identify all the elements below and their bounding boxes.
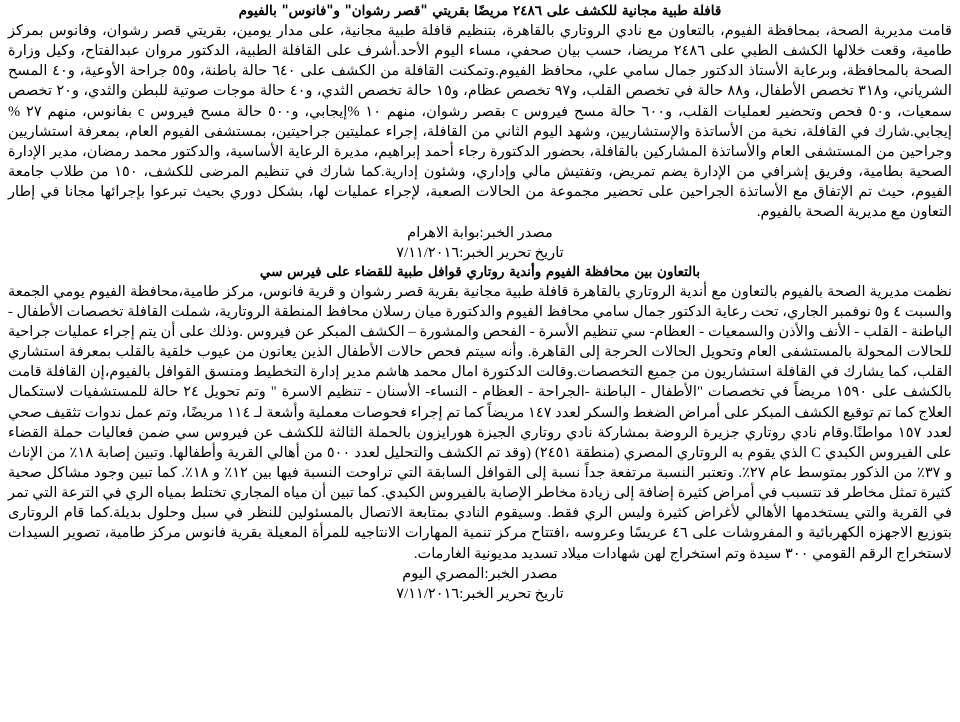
article-title: قافلة طبية مجانية للكشف على ٢٤٨٦ مريضًا بقريتي "قصر رشوان" و"فانوس" بالفيوم <box>238 3 722 19</box>
article-date: تاريخ تحرير الخبر:٧/١١/٢٠١٦ <box>396 585 564 602</box>
article-body: قامت مديرية الصحة، بمحافظة الفيوم، بالتعاون مع نادي الروتاري بالقاهرة، بتنظيم قافلة طبية مجانية، على مدار يومين، بقريتي قصر رشوان، وفانوس بمركز طامية، وقعت خلالها الكشف الطبي على ٢٤٨٦ مريضا، حسب بيان صحفي، مساء اليوم الأحد.أشرف على القافلة الطبية، الدكتور مروان عبدالفتاح، وكيل وزارة الصحة بالمحافظة، وبرعاية الأستاذ الدكتور جمال سامي علي، محافظ الفيوم.وتمكنت القافلة من الكشف على ٦٤٠ حالة باطنة، و٥٥ جراحة الأوعية، و٤٠ المسح الشرياني، و٣١٨ تخصص الأطفال، و٨٨ حالة في تخصص القلب، و٩٧ تخصص عظام، و١٥ حالة تخصص الثدي، و٤٠ حالة موجات صوتية للبطن والثدي، و٢٠ تخصص سمعيات، و٥٠ فحص وتحضير لعمليات القلب، و٦٠٠ حالة مسح فيروس c بقصر رشوان، منهم ١٠ %إيجابي، و٥٠٠ حالة مسح فيروس c بفانوس، منهم ٢٧ % إيجابي.شارك في القافلة، نخبة من الأساتذة والإستشاريين، وشهد اليوم الثاني من القافلة، إجراء عمليتين جراحيتين، بمستشفى الفيوم العام، بمعرفة استشاريين وجراحين من المستشفى العام والأساتذة المشاركين بالقافلة، بحضور الدكتورة رجاء أحمد إبراهيم، مديرة الرعاية الأساسية، والدكتور محمد رمضان، مدير الإدارة الصحية بطامية، وفريق إشرافي من الإدارة يضم تمريض، وتفتيش مالي وإداري، وشئون إدارية.كما شارك في تنظيم المرضى للكشف، ١٥٠ من طلاب جامعة الفيوم، حيث تم الإتفاق مع الأساتذة الجراحين على تحضير مجموعة من الحالات الصعبة، لإجراء عمليات لها، بشكل دوري بحيث تبرعوا بإجرائها مجانا في إطار التعاون مع مديرية الصحة بالفيوم. <box>8 23 953 221</box>
document-page <box>8 2 952 718</box>
article-2 <box>8 263 952 604</box>
article-title: بالتعاون بين محافظة الفيوم وأندية روتاري قوافل طبية للقضاء على فيرس سي <box>259 263 701 280</box>
article-1 <box>8 2 952 263</box>
article-date: تاريخ تحرير الخبر:٧/١١/٢٠١٦ <box>396 244 564 261</box>
article-source: مصدر الخبر:المصري اليوم <box>402 565 558 582</box>
article-source: مصدر الخبر:بوابة الاهرام <box>407 224 553 241</box>
article-body: نظمت مديرية الصحة بالفيوم بالتعاون مع أندية الروتاري بالقاهرة قافلة طبية مجانية بقرية قصر رشوان و قرية فانوس، مركز طامية،محافظة الفيوم يومي الجمعة والسبت ٤ و٥ نوفمبر الجاري، تحت رعاية الدكتور جمال سامي محافظ الفيوم والدكتورة ميان رسلان محافظ المنطقة الروتارية، شملت القافلة تخصصات الأطفال - الباطنة - القلب - الأنف والأذن والسمعيات - العظام- سي تنظيم الأسرة - الفحص والمشورة – الكشف المبكر عن فيروس .وذلك على أن يتم إجراء عمليات جراحية للحالات المحولة بالمستشفى العام وتحويل الحالات الحرجة إلى القاهرة. وأنه سيتم فحص حالات الأطفال الذين يعانون من عيوب خلقية بالقلب بمعرفة استشاري القلب، كما يشارك في القافلة استشاريون من جميع التخصصات.وقالت الدكتورة امال محمد هاشم مدير إدارة التخطيط ومنسق القوافل بالفيوم،إن القافلة قامت بالكشف على ١٥٩٠ مريضاً في تخصصات "الأطفال - الباطنة -الجراحة - العظام - النساء- الأسنان - تنظيم الاسرة " وتم تحويل ٢٤ حالة للمستشفيات لاستكمال العلاج كما تم توقيع الكشف المبكر على أمراض الضغط والسكر لعدد ١٤٧ مريضاً كما تم إجراء فحوصات معملية وأشعة لـ ١١٤ مريضًا، وتم عمل ندوات تثقيف صحي لعدد ١٥٧ مواطنًا.وقام نادي روتاري جزيرة الروضة بمشاركة نادي روتاري الجيزة هورايزون بالحملة الثالثة للكشف عن فيروس سي ضمن فعاليات حملة القضاء على الفيروس الكبدي C الذي يقوم به الروتاري المصري (منطقة ٢٤٥١) (وقد تم الكشف والتحليل لعدد ٥٠٠ من أهالي القرية وأطفالها. وتبين إصابة ١٨٪ من الإناث و ٣٧٪ من الذكور بمتوسط عام ٢٧٪. وتعتبر النسبة مرتفعة جداً نسبة إلى القوافل السابقة التي تراوحت النسبة فيها بين ١٢٪ و ١٨٪. كما تبين وجود مشاكل صحية كثيرة تمثل مخاطر قد تتسبب في أمراض كثيرة إضافة إلى زيادة مخاطر الإصابة بالفيروس الكبدي. كما تبين أن مياه المجاري تختلط بمياه الري في الترعة التي تمر في القرية والتي يستخدمها الأهالي لأغراض كثيرة وليس الري فقط. وسيقوم النادي بمتابعة الاتصال بالمسئولين للنظر في سبل وحلول بديلة.كما قام الروتارى بتوزيع الاجهزه الكهربائية و المفروشات على ٤٦ عريسًا وعروسه ،افتتاح مركز تنمية المهارات الانتاجيه للمرأة المعيلة بقرية فانوس مركز طامية، تصوير السيدات لاستخراج الرقم القومي ٣٠٠ سيدة وتم استخراج لهن شهادات ميلاد تسديد مديونية الغارمات. <box>8 283 953 562</box>
